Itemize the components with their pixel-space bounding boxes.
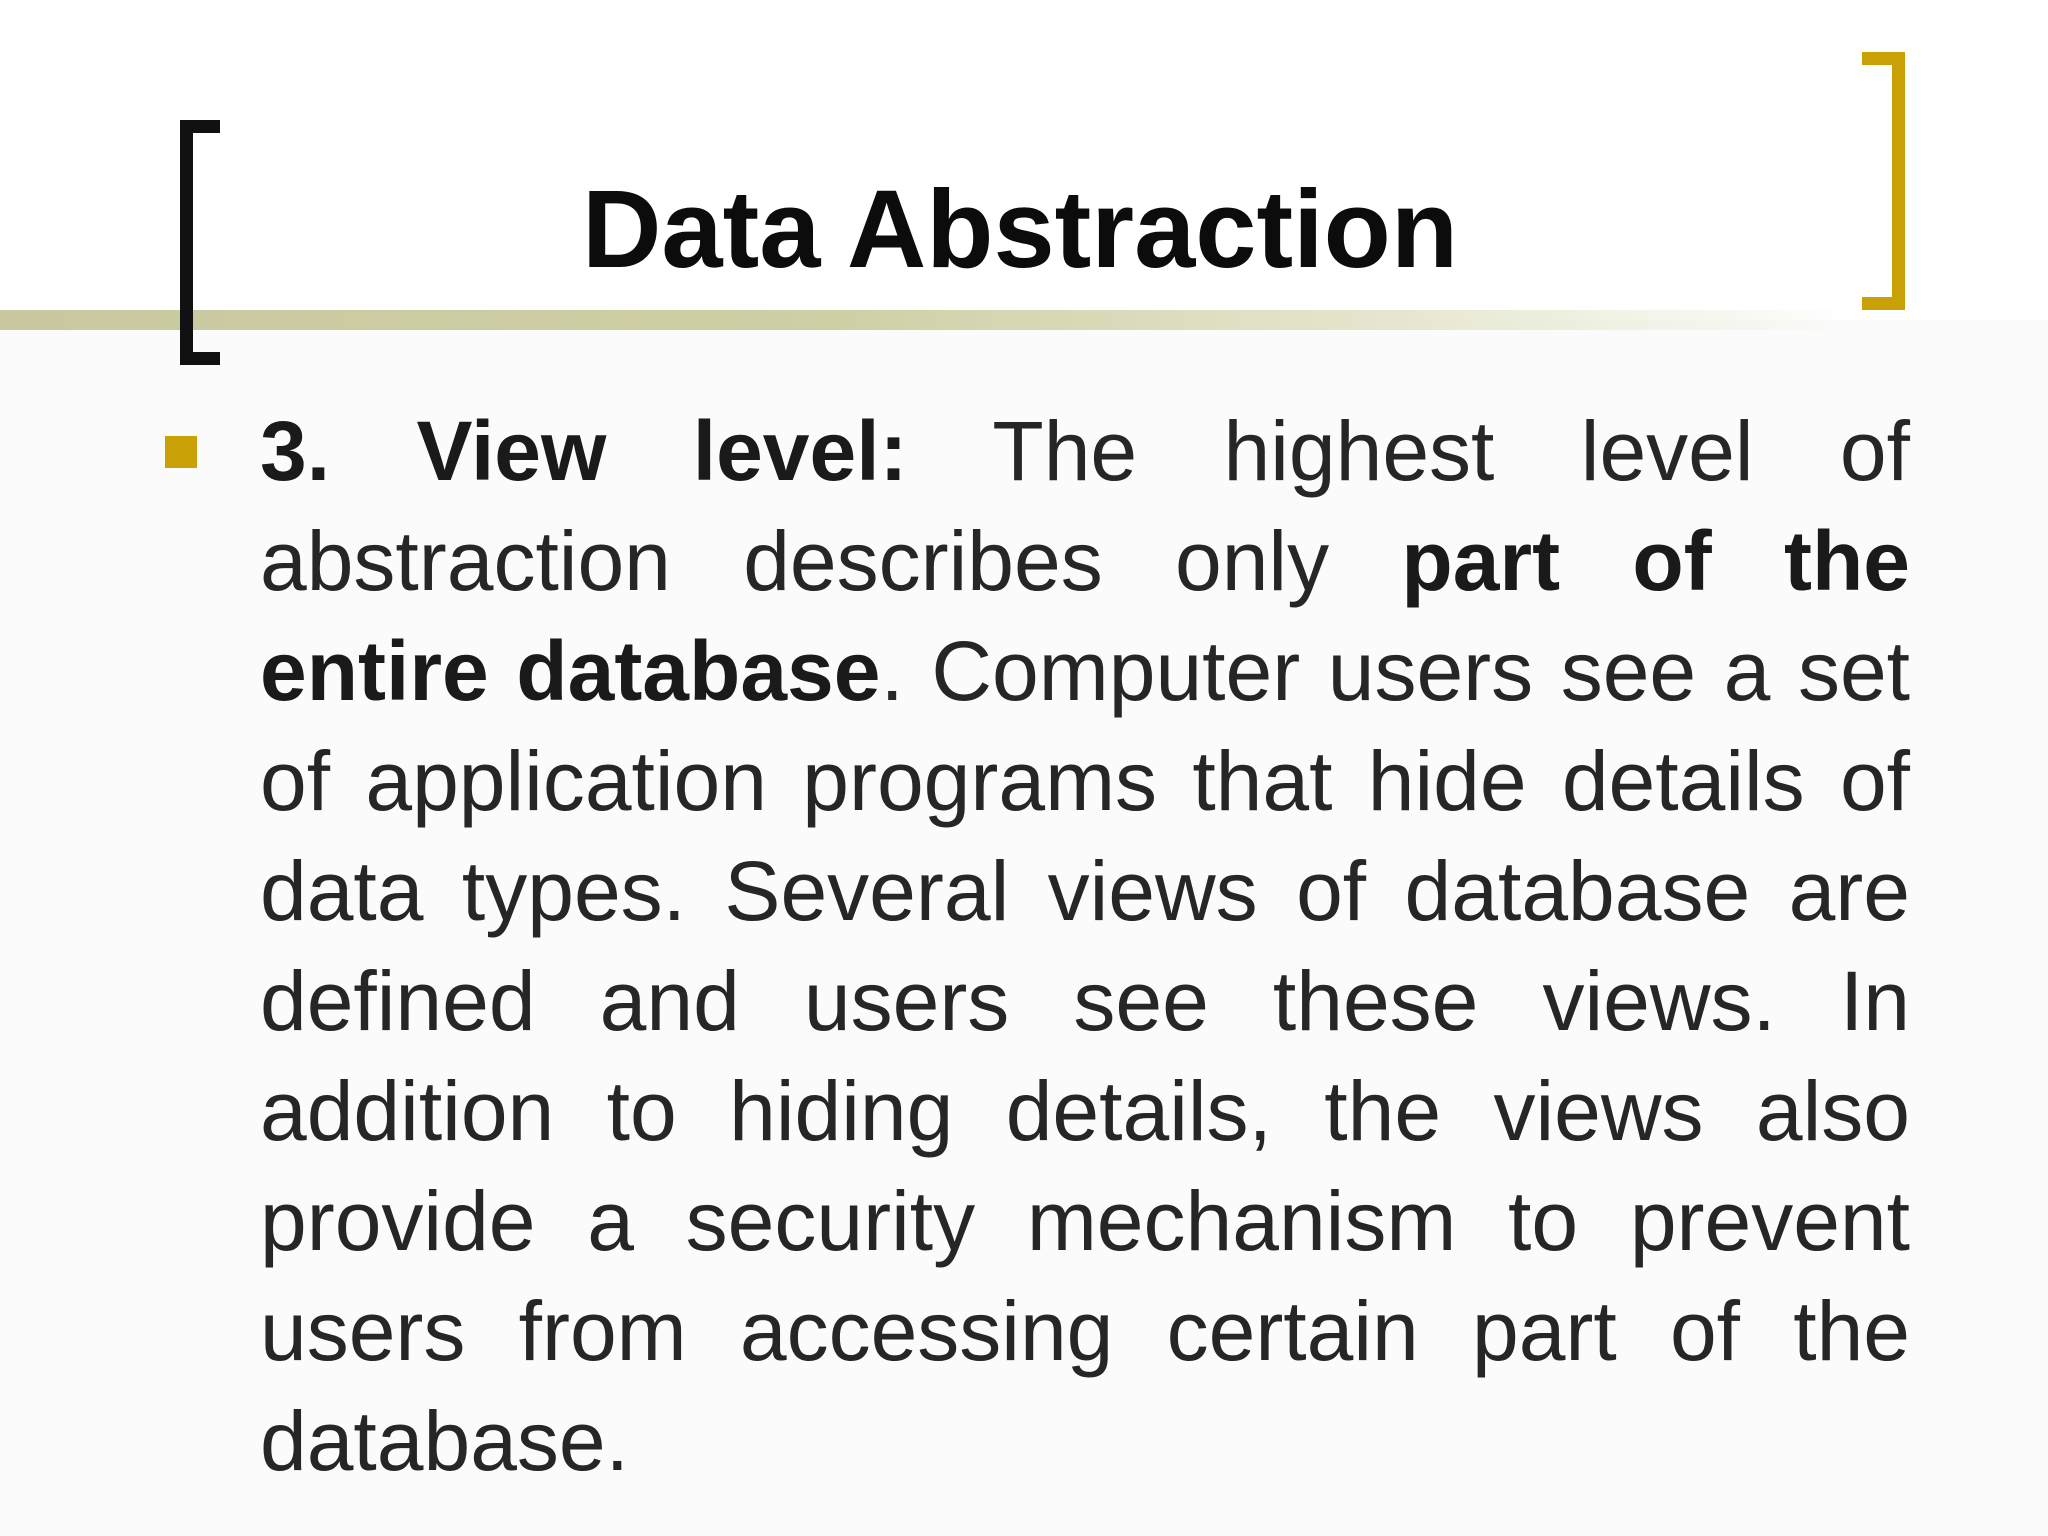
slide-title: Data Abstraction [581,168,1459,291]
title-underline-divider [0,310,1860,330]
left-bracket-decoration [180,120,220,365]
bullet-text-part-1: The highest level of abstraction describes only [260,404,1910,608]
bullet-paragraph [260,396,1910,1496]
square-bullet-icon [165,436,197,468]
bullet-label: 3. View level: [260,404,908,498]
bullet-text-part-2: . Computer users see a set of application programs that hide details of data types. Several views of database are defined and users see these views. In addition to hiding details, the views also provide a security mechanism to prevent users from accessing certain part of the database. [260,624,1911,1488]
right-bracket-decoration [1862,52,1905,310]
bullet-emphasis: part of the entire database [260,514,1910,718]
